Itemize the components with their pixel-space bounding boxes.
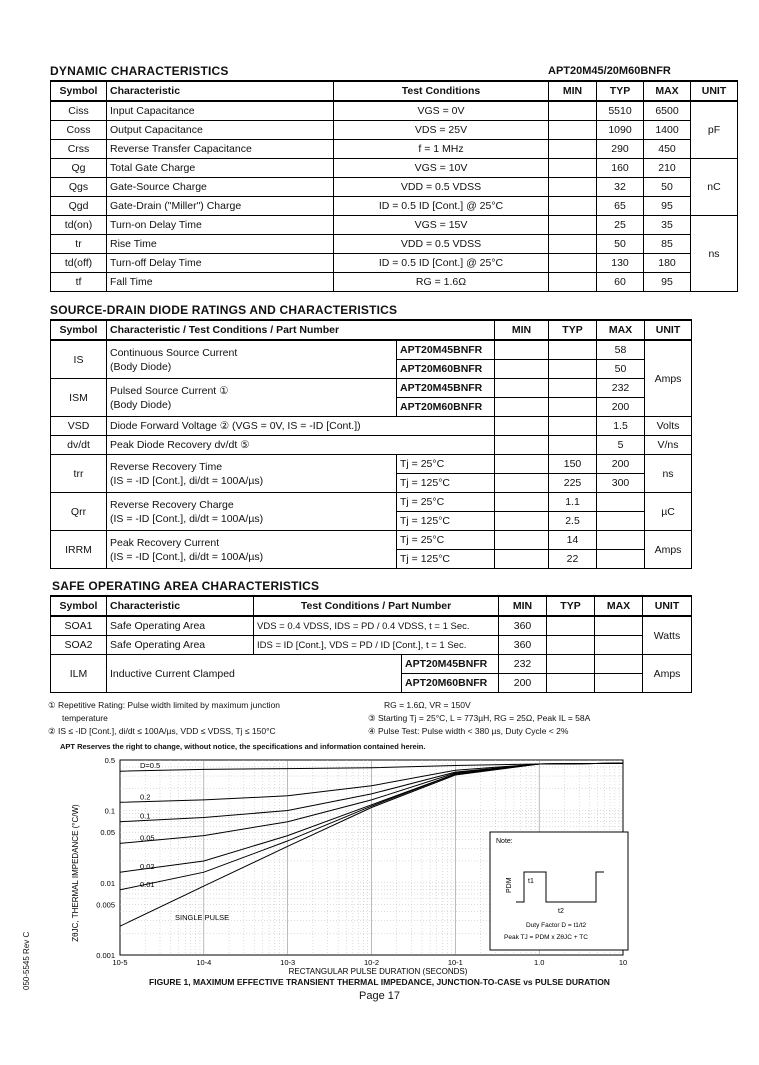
symbol-cell: IS bbox=[51, 340, 107, 379]
col-typ: TYP bbox=[549, 320, 597, 340]
unit-cell: Amps bbox=[645, 531, 692, 569]
x-tick-label: 10-5 bbox=[112, 958, 128, 967]
unit-cell: ns bbox=[691, 216, 738, 292]
characteristic-cell: Output Capacitance bbox=[107, 121, 334, 140]
table-row bbox=[51, 636, 692, 655]
typ-cell bbox=[549, 417, 597, 436]
characteristic-cell: Reverse Transfer Capacitance bbox=[107, 140, 334, 159]
characteristic-cell: Peak Diode Recovery dv/dt ⑤ bbox=[107, 436, 495, 455]
unit-cell: V/ns bbox=[645, 436, 692, 455]
part-number-header: APT20M45/20M60BNFR bbox=[548, 65, 671, 77]
condition-cell: VGS = 10V bbox=[334, 159, 549, 178]
condition-cell: VDD = 0.5 VDSS bbox=[334, 235, 549, 254]
char-line: Pulsed Source Current ① bbox=[110, 384, 229, 397]
max-cell: 58 bbox=[597, 340, 645, 360]
characteristic-cell: Turn-off Delay Time bbox=[107, 254, 334, 273]
inset-duty: Duty Factor D = t1/t2 bbox=[526, 922, 587, 929]
min-cell bbox=[549, 254, 597, 273]
symbol-cell: VSD bbox=[51, 417, 107, 436]
max-cell bbox=[597, 550, 645, 569]
figure-caption: FIGURE 1, MAXIMUM EFFECTIVE TRANSIENT THERMAL IMPEDANCE, JUNCTION-TO-CASE vs PULSE DURATION bbox=[149, 977, 610, 987]
x-tick-label: 10-3 bbox=[280, 958, 296, 967]
table-row bbox=[51, 436, 692, 455]
min-cell bbox=[549, 140, 597, 159]
table-row bbox=[51, 379, 692, 398]
table-row bbox=[51, 197, 738, 216]
min-cell bbox=[549, 159, 597, 178]
col-unit: UNIT bbox=[643, 596, 692, 616]
typ-cell: 32 bbox=[597, 178, 644, 197]
col-max: MAX bbox=[644, 81, 691, 101]
inset-title: Note: bbox=[496, 838, 513, 845]
max-cell: 35 bbox=[644, 216, 691, 235]
condition-cell: Tj = 125°C bbox=[397, 474, 495, 493]
series-label: 0.1 bbox=[140, 811, 151, 821]
min-cell bbox=[549, 121, 597, 140]
characteristic-cell bbox=[107, 340, 397, 379]
y-tick-label: 0.001 bbox=[96, 951, 115, 960]
max-cell: 200 bbox=[597, 455, 645, 474]
typ-cell bbox=[549, 360, 597, 379]
y-tick-label: 0.1 bbox=[104, 806, 115, 816]
table-row bbox=[51, 417, 692, 436]
max-cell: 450 bbox=[644, 140, 691, 159]
y-tick-label: 0.005 bbox=[96, 900, 115, 910]
series-label: 0.2 bbox=[140, 792, 151, 802]
symbol-cell: SOA1 bbox=[51, 616, 107, 636]
max-cell: 85 bbox=[644, 235, 691, 254]
characteristic-cell: Rise Time bbox=[107, 235, 334, 254]
diode-table bbox=[50, 319, 692, 569]
table-row bbox=[51, 159, 738, 178]
unit-cell: µC bbox=[645, 493, 692, 531]
unit-cell: pF bbox=[691, 101, 738, 159]
typ-cell: 160 bbox=[597, 159, 644, 178]
min-cell bbox=[495, 379, 549, 398]
symbol-cell: SOA2 bbox=[51, 636, 107, 655]
max-cell: 200 bbox=[597, 398, 645, 417]
table-row bbox=[51, 531, 692, 550]
symbol-cell: Coss bbox=[51, 121, 107, 140]
table-row bbox=[51, 455, 692, 474]
rights-notice: APT Reserves the right to change, without notice, the specifications and information contained herein. bbox=[60, 742, 426, 751]
unit-cell: Amps bbox=[645, 340, 692, 417]
char-line: Reverse Recovery Time bbox=[110, 460, 223, 473]
inset-note bbox=[490, 832, 628, 950]
part-cell: APT20M45BNFR bbox=[397, 379, 495, 398]
min-cell bbox=[495, 340, 549, 360]
col-characteristic: Characteristic bbox=[107, 81, 334, 101]
note-1: ① Repetitive Rating: Pulse width limited by maximum junction bbox=[48, 700, 281, 710]
unit-cell: nC bbox=[691, 159, 738, 216]
char-line: Continuous Source Current bbox=[110, 346, 238, 359]
max-cell bbox=[597, 493, 645, 512]
x-tick-label: 10 bbox=[618, 958, 628, 967]
symbol-cell: tf bbox=[51, 273, 107, 292]
char-line: (IS = -ID [Cont.], di/dt = 100A/µs) bbox=[110, 474, 264, 487]
table-row bbox=[51, 254, 738, 273]
max-cell bbox=[597, 512, 645, 531]
char-line: Peak Recovery Current bbox=[110, 536, 220, 549]
symbol-cell: Qgd bbox=[51, 197, 107, 216]
table-row bbox=[51, 216, 738, 235]
typ-cell: 25 bbox=[597, 216, 644, 235]
max-cell: 95 bbox=[644, 273, 691, 292]
condition-cell: VDS = 25V bbox=[334, 121, 549, 140]
col-max: MAX bbox=[597, 320, 645, 340]
note-3: RG = 1.6Ω, VR = 150V bbox=[384, 700, 471, 710]
characteristic-cell: Input Capacitance bbox=[107, 101, 334, 121]
y-tick-label: 0.05 bbox=[100, 828, 115, 838]
char-line: (IS = -ID [Cont.], di/dt = 100A/µs) bbox=[110, 512, 264, 525]
typ-cell bbox=[547, 616, 595, 636]
condition-cell: IDS = ID [Cont.], VDS = PD / ID [Cont.], t = 1 Sec. bbox=[254, 636, 499, 655]
characteristic-cell: Safe Operating Area bbox=[107, 636, 254, 655]
max-cell: 95 bbox=[644, 197, 691, 216]
typ-cell bbox=[547, 674, 595, 693]
symbol-cell: Qrr bbox=[51, 493, 107, 531]
char-line: (Body Diode) bbox=[110, 398, 172, 411]
document-code: 050-5545 Rev C bbox=[22, 931, 31, 990]
dynamic-section-title: DYNAMIC CHARACTERISTICS bbox=[50, 64, 229, 78]
min-cell: 360 bbox=[499, 636, 547, 655]
symbol-cell: td(off) bbox=[51, 254, 107, 273]
symbol-cell: trr bbox=[51, 455, 107, 493]
series-label: SINGLE PULSE bbox=[175, 913, 230, 923]
typ-cell bbox=[549, 436, 597, 455]
page-number: Page 17 bbox=[359, 990, 400, 1002]
max-cell: 1400 bbox=[644, 121, 691, 140]
min-cell bbox=[495, 398, 549, 417]
table-row bbox=[51, 121, 738, 140]
x-tick-label: 10-2 bbox=[363, 958, 380, 967]
soa-table bbox=[50, 595, 692, 693]
unit-cell: Volts bbox=[645, 417, 692, 436]
series-label: 0.05 bbox=[140, 833, 155, 843]
char-line: Reverse Recovery Charge bbox=[110, 498, 234, 511]
unit-cell: ns bbox=[645, 455, 692, 493]
part-cell: APT20M45BNFR bbox=[402, 655, 499, 674]
max-cell bbox=[595, 636, 643, 655]
typ-cell: 50 bbox=[597, 235, 644, 254]
symbol-cell: Crss bbox=[51, 140, 107, 159]
series-label: D=0.5 bbox=[140, 761, 161, 771]
condition-cell: f = 1 MHz bbox=[334, 140, 549, 159]
typ-cell: 1.1 bbox=[549, 493, 597, 512]
condition-cell: ID = 0.5 ID [Cont.] @ 25°C bbox=[334, 197, 549, 216]
col-symbol: Symbol bbox=[51, 320, 107, 340]
typ-cell bbox=[549, 379, 597, 398]
series-label: 0.02 bbox=[140, 862, 155, 872]
max-cell: 6500 bbox=[644, 101, 691, 121]
max-cell: 232 bbox=[597, 379, 645, 398]
col-characteristic: Characteristic bbox=[107, 596, 254, 616]
table-row bbox=[51, 340, 692, 360]
characteristic-cell: Gate-Source Charge bbox=[107, 178, 334, 197]
table-row bbox=[51, 493, 692, 512]
y-tick-label: 0.5 bbox=[104, 756, 115, 765]
condition-cell: ID = 0.5 ID [Cont.] @ 25°C bbox=[334, 254, 549, 273]
min-cell bbox=[495, 436, 549, 455]
max-cell bbox=[597, 531, 645, 550]
condition-cell: RG = 1.6Ω bbox=[334, 273, 549, 292]
typ-cell bbox=[549, 398, 597, 417]
char-line: (IS = -ID [Cont.], di/dt = 100A/µs) bbox=[110, 550, 264, 563]
typ-cell: 65 bbox=[597, 197, 644, 216]
min-cell bbox=[495, 360, 549, 379]
condition-cell: VGS = 15V bbox=[334, 216, 549, 235]
x-tick-label: 1.0 bbox=[533, 958, 545, 967]
symbol-cell: Ciss bbox=[51, 101, 107, 121]
min-cell bbox=[495, 512, 549, 531]
part-cell: APT20M60BNFR bbox=[402, 674, 499, 693]
note-5: ④ Pulse Test: Pulse width < 380 µs, Duty Cycle < 2% bbox=[368, 726, 569, 736]
characteristic-cell: Turn-on Delay Time bbox=[107, 216, 334, 235]
table-row bbox=[51, 235, 738, 254]
col-unit: UNIT bbox=[691, 81, 738, 101]
max-cell: 5 bbox=[597, 436, 645, 455]
max-cell: 210 bbox=[644, 159, 691, 178]
unit-cell: Amps bbox=[643, 655, 692, 693]
max-cell: 50 bbox=[597, 360, 645, 379]
min-cell bbox=[495, 531, 549, 550]
min-cell bbox=[549, 197, 597, 216]
col-symbol: Symbol bbox=[51, 596, 107, 616]
col-min: MIN bbox=[495, 320, 549, 340]
min-cell bbox=[549, 273, 597, 292]
x-tick-label: 10-1 bbox=[447, 958, 463, 967]
inset-pdm: PDM bbox=[506, 877, 513, 893]
inset-t1: t1 bbox=[528, 878, 534, 885]
typ-cell: 290 bbox=[597, 140, 644, 159]
typ-cell bbox=[547, 655, 595, 674]
symbol-cell: dv/dt bbox=[51, 436, 107, 455]
typ-cell: 130 bbox=[597, 254, 644, 273]
min-cell bbox=[495, 455, 549, 474]
typ-cell: 1090 bbox=[597, 121, 644, 140]
symbol-cell: Qgs bbox=[51, 178, 107, 197]
min-cell: 200 bbox=[499, 674, 547, 693]
min-cell bbox=[495, 417, 549, 436]
min-cell bbox=[549, 216, 597, 235]
symbol-cell: ILM bbox=[51, 655, 107, 693]
condition-cell: VGS = 0V bbox=[334, 101, 549, 121]
max-cell bbox=[595, 616, 643, 636]
note-4: ③ Starting Tj = 25°C, L = 773µH, RG = 25Ω, Peak IL = 58A bbox=[368, 713, 591, 723]
col-symbol: Symbol bbox=[51, 81, 107, 101]
characteristic-cell: Gate-Drain ("Miller") Charge bbox=[107, 197, 334, 216]
min-cell bbox=[549, 178, 597, 197]
col-test-conditions: Test Conditions bbox=[334, 81, 549, 101]
table-row bbox=[51, 616, 692, 636]
note-2: ② IS ≤ -ID [Cont.], di/dt ≤ 100A/µs, VDD ≤ VDSS, Tj ≤ 150°C bbox=[48, 726, 276, 736]
characteristic-cell: Fall Time bbox=[107, 273, 334, 292]
condition-cell: VDD = 0.5 VDSS bbox=[334, 178, 549, 197]
condition-cell: Tj = 125°C bbox=[397, 512, 495, 531]
typ-cell: 14 bbox=[549, 531, 597, 550]
y-tick-label: 0.01 bbox=[100, 878, 115, 888]
table-row bbox=[51, 140, 738, 159]
col-unit: UNIT bbox=[645, 320, 692, 340]
part-cell: APT20M60BNFR bbox=[397, 398, 495, 417]
max-cell bbox=[595, 674, 643, 693]
max-cell: 1.5 bbox=[597, 417, 645, 436]
x-tick-label: 10-4 bbox=[196, 958, 212, 967]
condition-cell: Tj = 25°C bbox=[397, 531, 495, 550]
dynamic-table bbox=[50, 80, 738, 292]
symbol-cell: tr bbox=[51, 235, 107, 254]
max-cell: 180 bbox=[644, 254, 691, 273]
col-characteristic: Characteristic / Test Conditions / Part Number bbox=[107, 320, 495, 340]
min-cell bbox=[495, 474, 549, 493]
col-min: MIN bbox=[499, 596, 547, 616]
col-typ: TYP bbox=[597, 81, 644, 101]
part-cell: APT20M45BNFR bbox=[397, 340, 495, 360]
characteristic-cell bbox=[107, 531, 397, 569]
series-label: 0.01 bbox=[140, 879, 155, 889]
thermal-impedance-chart bbox=[48, 755, 648, 977]
characteristic-cell bbox=[107, 379, 397, 417]
condition-cell: Tj = 25°C bbox=[397, 493, 495, 512]
characteristic-cell bbox=[107, 493, 397, 531]
col-typ: TYP bbox=[547, 596, 595, 616]
table-row bbox=[51, 178, 738, 197]
max-cell: 300 bbox=[597, 474, 645, 493]
inset-peak: Peak TJ = PDM x ZθJC + TC bbox=[504, 934, 588, 941]
symbol-cell: IRRM bbox=[51, 531, 107, 569]
characteristic-cell: Diode Forward Voltage ② (VGS = 0V, IS = -ID [Cont.]) bbox=[107, 417, 495, 436]
condition-cell: Tj = 125°C bbox=[397, 550, 495, 569]
table-row bbox=[51, 273, 738, 292]
col-test-conditions: Test Conditions / Part Number bbox=[254, 596, 499, 616]
characteristic-cell: Safe Operating Area bbox=[107, 616, 254, 636]
x-axis-label: RECTANGULAR PULSE DURATION (SECONDS) bbox=[288, 967, 468, 976]
min-cell bbox=[549, 235, 597, 254]
table-row bbox=[51, 655, 692, 674]
min-cell bbox=[495, 550, 549, 569]
condition-cell: Tj = 25°C bbox=[397, 455, 495, 474]
condition-cell: VDS = 0.4 VDSS, IDS = PD / 0.4 VDSS, t = 1 Sec. bbox=[254, 616, 499, 636]
max-cell bbox=[595, 655, 643, 674]
part-cell: APT20M60BNFR bbox=[397, 360, 495, 379]
char-line: (Body Diode) bbox=[110, 360, 172, 373]
min-cell: 232 bbox=[499, 655, 547, 674]
min-cell bbox=[495, 493, 549, 512]
typ-cell bbox=[549, 340, 597, 360]
typ-cell: 22 bbox=[549, 550, 597, 569]
symbol-cell: Qg bbox=[51, 159, 107, 178]
max-cell: 50 bbox=[644, 178, 691, 197]
y-axis-label: ZθJC, THERMAL IMPEDANCE (°C/W) bbox=[71, 804, 80, 942]
symbol-cell: ISM bbox=[51, 379, 107, 417]
unit-cell: Watts bbox=[643, 616, 692, 655]
typ-cell: 225 bbox=[549, 474, 597, 493]
characteristic-cell bbox=[107, 455, 397, 493]
min-cell bbox=[549, 101, 597, 121]
inset-t2: t2 bbox=[558, 908, 564, 915]
typ-cell: 60 bbox=[597, 273, 644, 292]
col-max: MAX bbox=[595, 596, 643, 616]
typ-cell: 5510 bbox=[597, 101, 644, 121]
col-min: MIN bbox=[549, 81, 597, 101]
diode-section-title: SOURCE-DRAIN DIODE RATINGS AND CHARACTERISTICS bbox=[50, 303, 398, 317]
symbol-cell: td(on) bbox=[51, 216, 107, 235]
table-row bbox=[51, 101, 738, 121]
min-cell: 360 bbox=[499, 616, 547, 636]
typ-cell bbox=[547, 636, 595, 655]
characteristic-cell: Inductive Current Clamped bbox=[107, 655, 402, 693]
soa-section-title: SAFE OPERATING AREA CHARACTERISTICS bbox=[52, 579, 320, 593]
typ-cell: 2.5 bbox=[549, 512, 597, 531]
note-1-cont: temperature bbox=[62, 713, 108, 723]
typ-cell: 150 bbox=[549, 455, 597, 474]
characteristic-cell: Total Gate Charge bbox=[107, 159, 334, 178]
